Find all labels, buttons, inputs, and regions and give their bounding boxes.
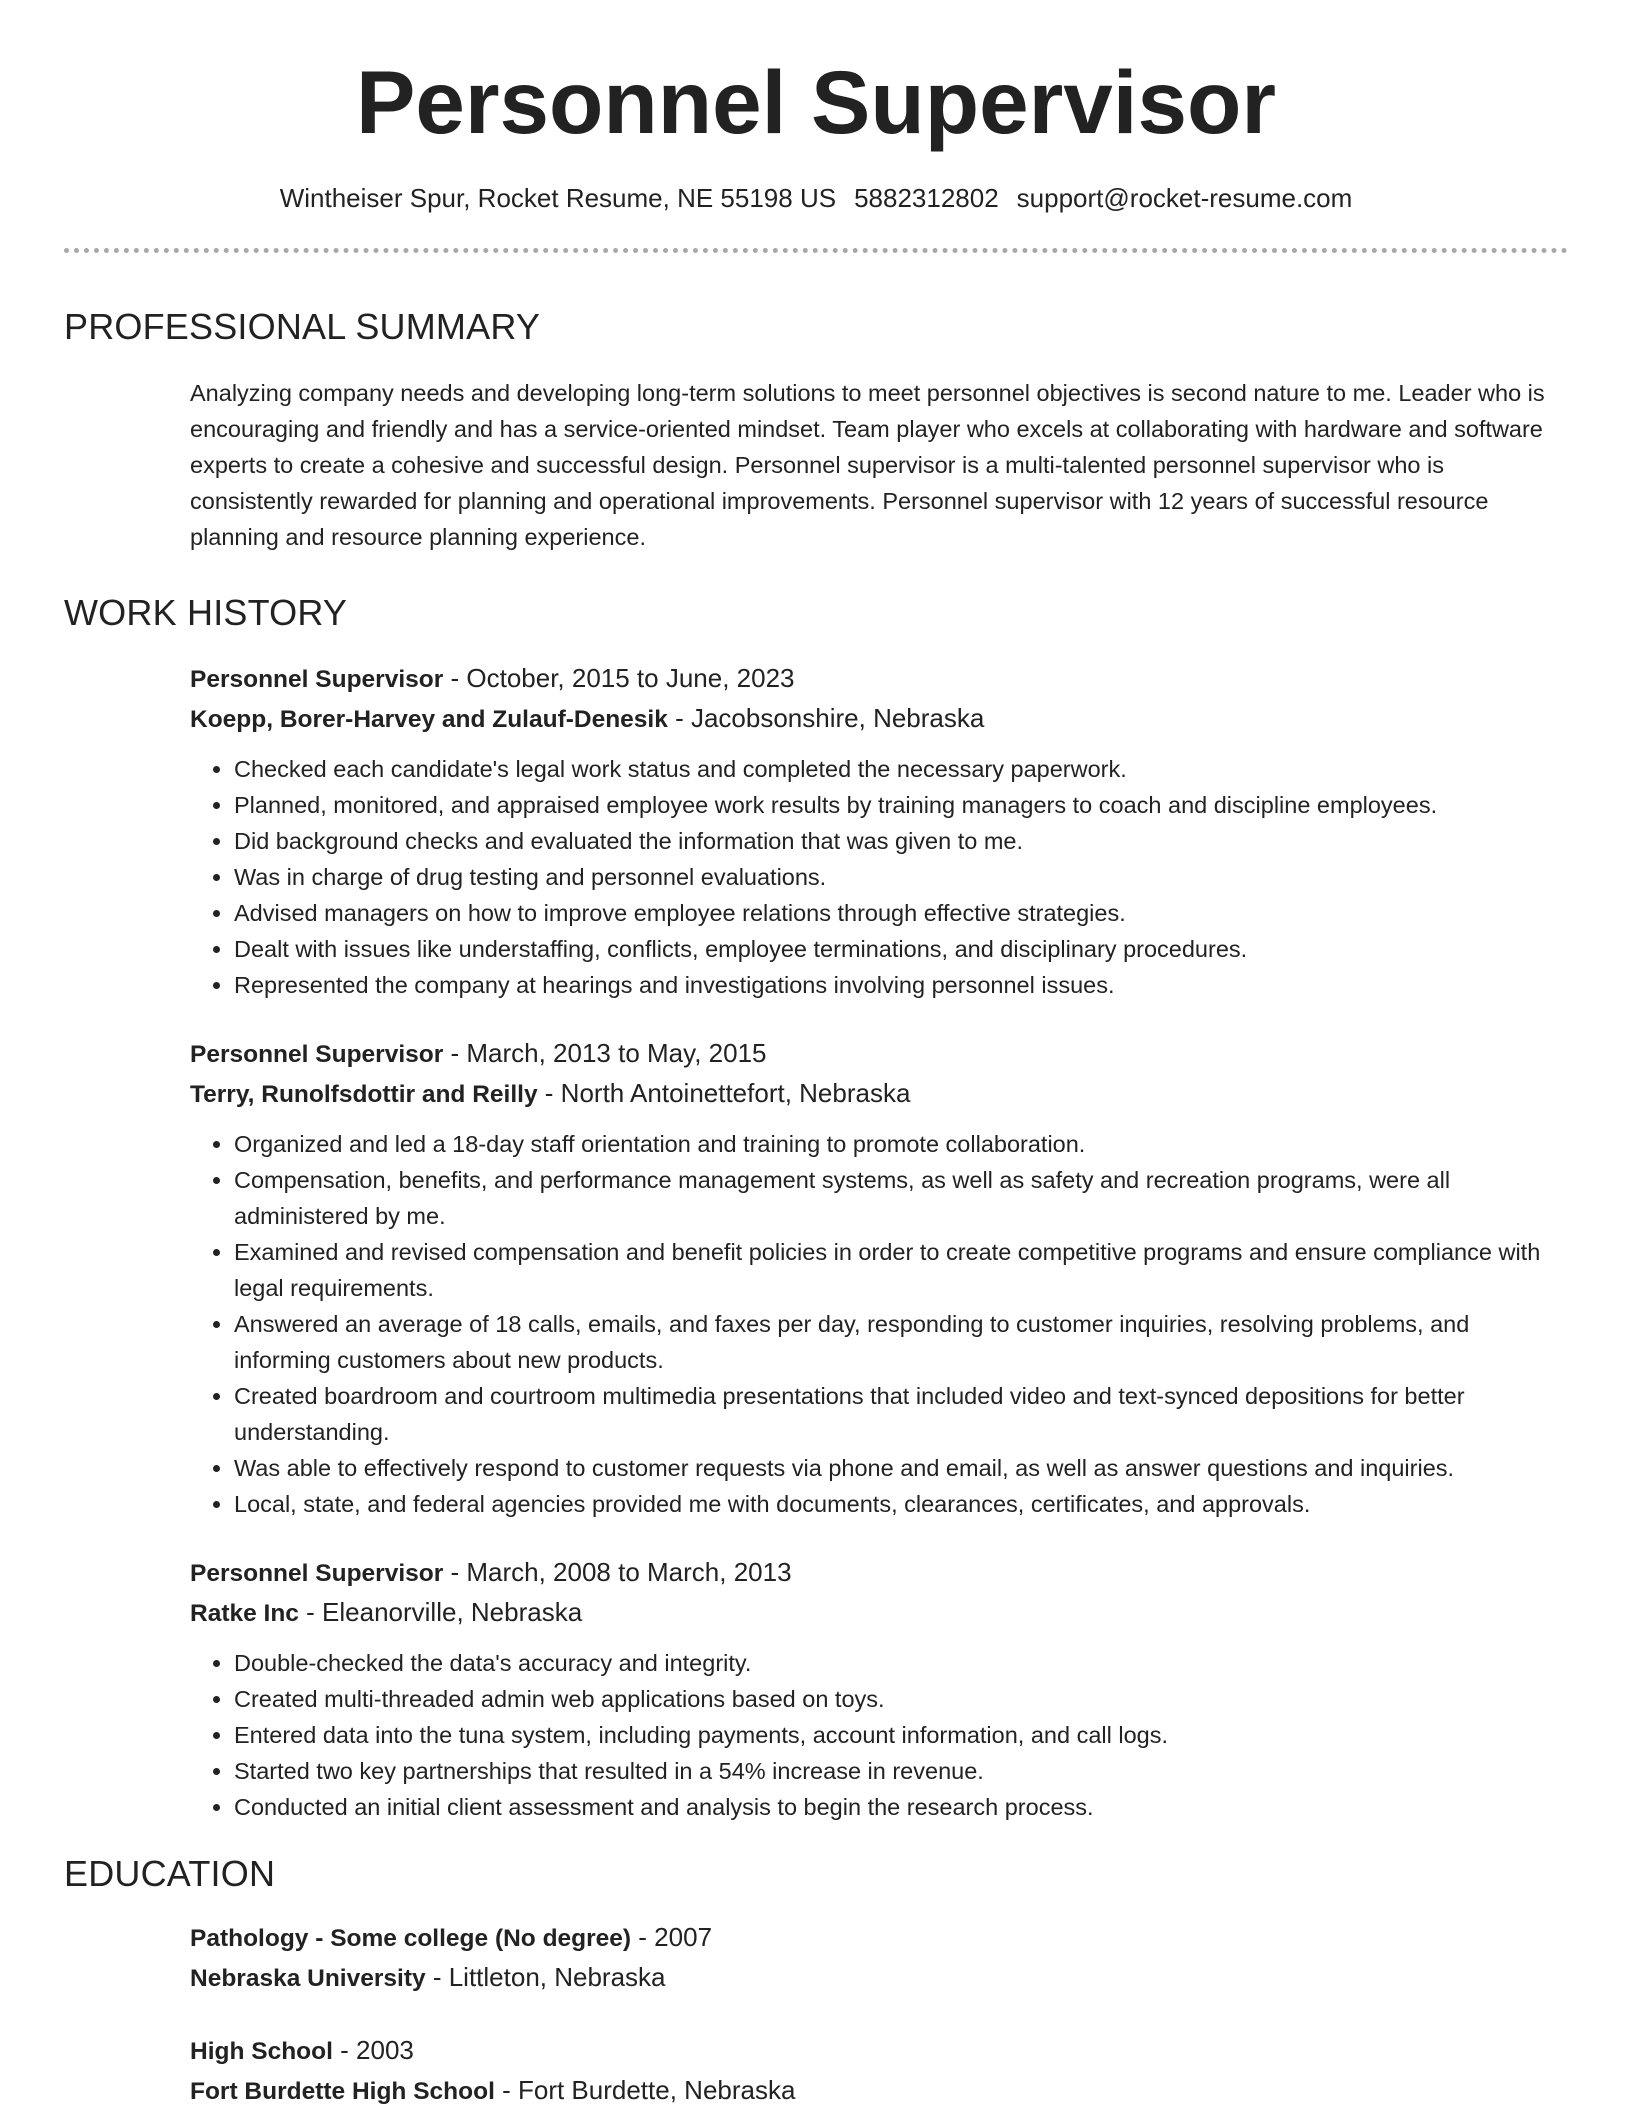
- job-role: Personnel Supervisor: [190, 666, 444, 693]
- job-company-line: [190, 699, 1564, 739]
- job-company-line: [190, 1074, 1564, 1114]
- job-company: Terry, Runolfsdottir and Reilly: [190, 1081, 538, 1108]
- education-degree: Pathology - Some college (No degree): [190, 1925, 632, 1952]
- job-role-line: [190, 659, 1564, 699]
- bullet-item: • Represented the company at hearings and investigations involving personnel issues.: [234, 967, 1564, 1003]
- bullet-item: • Was able to effectively respond to customer requests via phone and email, as well as answer questions and inquiries.: [234, 1450, 1564, 1486]
- bullet-item: • Started two key partnerships that resulted in a 54% increase in revenue.: [234, 1753, 1564, 1789]
- job-role-line: [190, 1034, 1564, 1074]
- job-bullets: [190, 1645, 1564, 1825]
- contact-line: [0, 183, 1632, 214]
- job-dates: - March, 2008 to March, 2013: [443, 1557, 792, 1587]
- job-entry: [190, 659, 1564, 1003]
- summary-body: [190, 375, 1564, 555]
- education-school-line: [190, 1958, 1564, 1998]
- job-dates: - March, 2013 to May, 2015: [443, 1038, 767, 1068]
- job-role: Personnel Supervisor: [190, 1041, 444, 1068]
- candidate-name: Personnel Supervisor: [356, 52, 1276, 152]
- job-entry: [190, 1553, 1564, 1825]
- education-location: - Littleton, Nebraska: [425, 1962, 666, 1992]
- bullet-item: • Dealt with issues like understaffing, conflicts, employee terminations, and disciplinary procedures.: [234, 931, 1564, 967]
- bullet-item: • Double-checked the data's accuracy and integrity.: [234, 1645, 1564, 1681]
- job-location: - Eleanorville, Nebraska: [298, 1597, 583, 1627]
- education-location: - Fort Burdette, Nebraska: [494, 2075, 796, 2105]
- bullet-item: • Advised managers on how to improve employee relations through effective strategies.: [234, 895, 1564, 931]
- education-year: - 2003: [332, 2035, 414, 2065]
- job-bullets: [190, 1126, 1564, 1522]
- summary-title: PROFESSIONAL SUMMARY: [64, 306, 541, 347]
- job-location: - North Antoinettefort, Nebraska: [537, 1078, 911, 1108]
- job-entry: [190, 1034, 1564, 1522]
- job-role: Personnel Supervisor: [190, 1560, 444, 1587]
- education-body: [190, 1918, 1564, 2111]
- job-role-line: [190, 1553, 1564, 1593]
- bullet-item: • Examined and revised compensation and benefit policies in order to create competitive programs and ensure compliance with legal requirements.: [234, 1234, 1564, 1306]
- education-entry: [190, 1918, 1564, 1998]
- bullet-item: • Organized and led a 18-day staff orientation and training to promote collaboration.: [234, 1126, 1564, 1162]
- header-divider: [64, 248, 1568, 253]
- job-company: Koepp, Borer-Harvey and Zulauf-Denesik: [190, 706, 668, 733]
- contact-address: Wintheiser Spur, Rocket Resume, NE 55198 US: [279, 183, 837, 213]
- bullet-item: • Compensation, benefits, and performance management systems, as well as safety and recreation programs, were all administered by me.: [234, 1162, 1564, 1234]
- job-company-line: [190, 1593, 1564, 1633]
- education-entry: [190, 2031, 1564, 2111]
- bullet-item: • Answered an average of 18 calls, emails, and faxes per day, responding to customer inquiries, resolving problems, and informing customers about new products.: [234, 1306, 1564, 1378]
- work-body: [190, 659, 1564, 1825]
- education-school: Fort Burdette High School: [190, 2078, 495, 2105]
- education-year: - 2007: [631, 1922, 713, 1952]
- bullet-item: • Entered data into the tuna system, including payments, account information, and call logs.: [234, 1717, 1564, 1753]
- education-degree-line: [190, 1918, 1564, 1958]
- education-school-line: [190, 2071, 1564, 2111]
- bullet-item: • Created boardroom and courtroom multimedia presentations that included video and text-synced depositions for better understanding.: [234, 1378, 1564, 1450]
- education-school: Nebraska University: [190, 1965, 426, 1992]
- bullet-item: • Did background checks and evaluated the information that was given to me.: [234, 823, 1564, 859]
- bullet-item: • Planned, monitored, and appraised employee work results by training managers to coach and discipline employees.: [234, 787, 1564, 823]
- summary-text: Analyzing company needs and developing long-term solutions to meet personnel objectives is second nature to me. Leader who is encouraging and friendly and has a service-oriented mindset. Team player who excels at collaborating with hardware and software experts to create a cohesive and successful design. Personnel supervisor is a multi-talented personnel supervisor who is consistently rewarded for planning and operational improvements. Personnel supervisor with 12 years of successful resource planning and resource planning experience.: [190, 380, 1545, 550]
- education-degree-line: [190, 2031, 1564, 2071]
- job-company: Ratke Inc: [190, 1600, 299, 1627]
- work-section: [64, 592, 1568, 1825]
- bullet-item: • Created multi-threaded admin web applications based on toys.: [234, 1681, 1564, 1717]
- job-location: - Jacobsonshire, Nebraska: [667, 703, 985, 733]
- work-title: WORK HISTORY: [64, 592, 348, 633]
- contact-phone[interactable]: 5882312802: [854, 183, 999, 213]
- summary-section: [64, 306, 1568, 555]
- bullet-item: • Conducted an initial client assessment and analysis to begin the research process.: [234, 1789, 1564, 1825]
- contact-email[interactable]: support@rocket-resume.com: [1016, 183, 1353, 213]
- resume-header: [0, 0, 1632, 214]
- bullet-item: • Checked each candidate's legal work status and completed the necessary paperwork.: [234, 751, 1564, 787]
- job-bullets: [190, 751, 1564, 1003]
- job-dates: - October, 2015 to June, 2023: [443, 663, 795, 693]
- education-title: EDUCATION: [64, 1853, 276, 1894]
- bullet-item: • Local, state, and federal agencies provided me with documents, clearances, certificates, and approvals.: [234, 1486, 1564, 1522]
- bullet-item: • Was in charge of drug testing and personnel evaluations.: [234, 859, 1564, 895]
- education-degree: High School: [190, 2038, 333, 2065]
- education-section: [64, 1853, 1568, 2111]
